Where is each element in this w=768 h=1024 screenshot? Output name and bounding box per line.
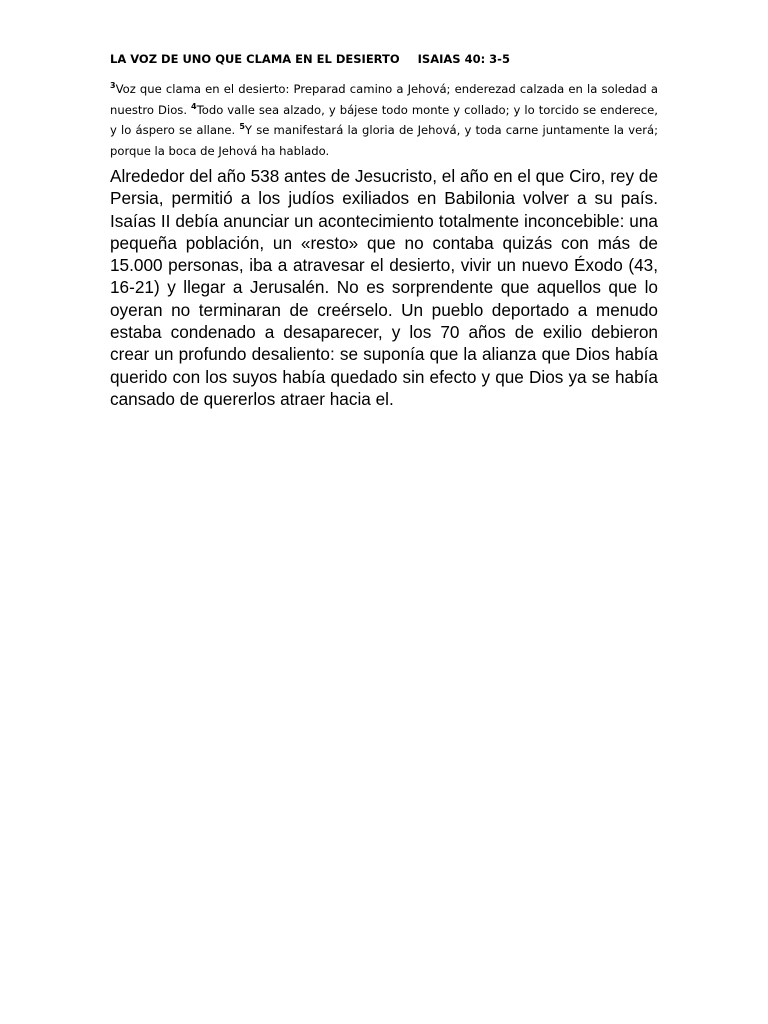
document-title: LA VOZ DE UNO QUE CLAMA EN EL DESIERTO [110, 52, 400, 66]
document-heading [110, 52, 658, 66]
document-page [110, 52, 658, 410]
commentary-paragraph: Alrededor del año 538 antes de Jesucristo, el año en el que Ciro, rey de Persia, permitió a los judíos exiliados en Babilonia volver a su país. Isaías II debía anunciar un acontecimiento totalmente inconcebible: una pequeña población, un «resto» que no contaba quizás con más de 15.000 personas, iba a atravesar el desierto, vivir un nuevo Éxodo (43, 16-21) y llegar a Jerusalén. No es sorprendente que aquellos que lo oyeran no terminaran de creérselo. Un pueblo deportado a menudo estaba condenado a desaparecer, y los 70 años de exilio debieron crear un profundo desaliento: se suponía que la alianza que Dios había querido con los suyos había quedado sin efecto y que Dios ya se había cansado de quererlos atraer hacia el. [110, 166, 658, 409]
verse-number: 5 [239, 122, 245, 131]
verse-number: 4 [191, 101, 197, 111]
scripture-passage [110, 79, 658, 161]
verse-text: Voz que clama en el desierto: Preparad camino a Jehová; enderezad calzada en la soledad a nuestro Dios. [110, 82, 658, 117]
verse-text: Y se manifestará la gloria de Jehová, y toda carne juntamente la verá; porque la boca de Jehová ha hablado. [110, 123, 658, 158]
scripture-reference: ISAIAS 40: 3-5 [417, 52, 510, 66]
verse-number: 3 [110, 81, 116, 90]
verse-text: Todo valle sea alzado, y bájese todo monte y collado; y lo torcido se enderece, y lo áspero se allane. [110, 102, 658, 137]
